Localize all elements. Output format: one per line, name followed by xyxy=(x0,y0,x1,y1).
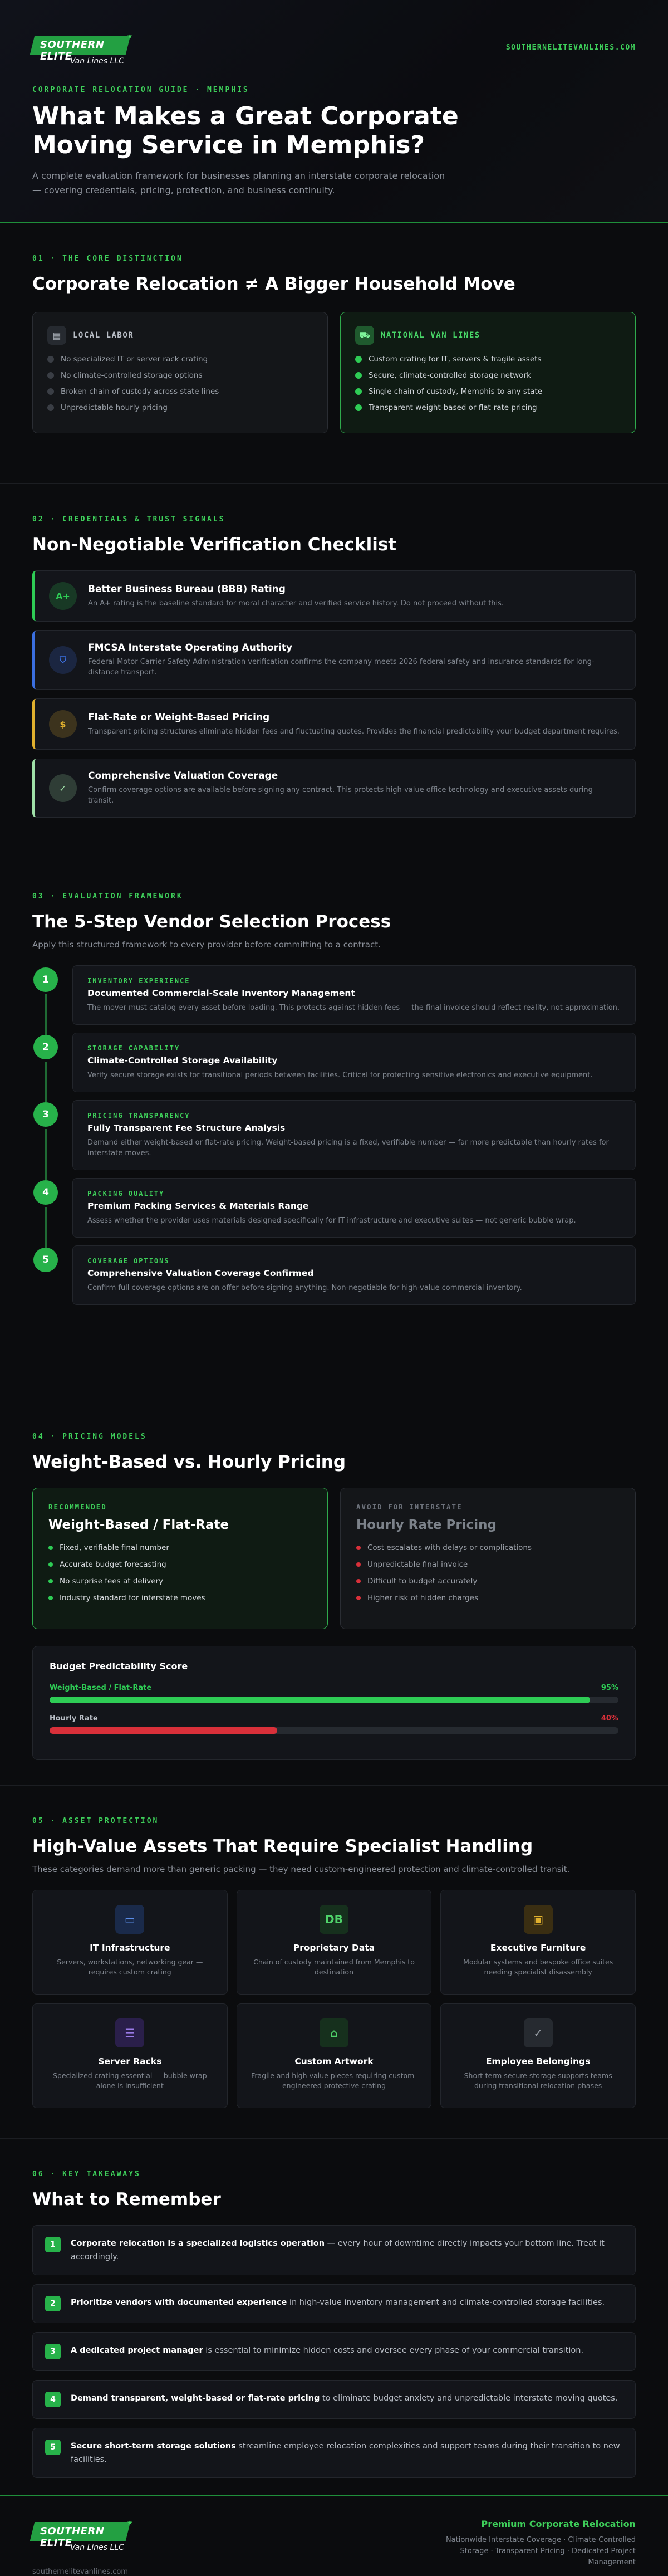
takeaway-rest: streamline employee relocation complexities and support teams during their transition to new facilities. xyxy=(71,2442,620,2464)
national-van-lines-card xyxy=(340,312,636,433)
asset-card xyxy=(440,1890,636,1995)
takeaway-number: 5 xyxy=(45,2440,61,2455)
score-bar-track xyxy=(50,1727,618,1734)
dot-icon xyxy=(355,372,362,379)
dot-icon xyxy=(355,356,362,363)
list-item-text: Transparent weight-based or flat-rate pricing xyxy=(369,403,537,412)
list-item-text: Cost escalates with delays or complications xyxy=(367,1543,532,1552)
takeaway-bold: Prioritize vendors with documented experience xyxy=(71,2298,287,2307)
takeaway-rest: in high-value inventory management and climate-controlled storage facilities. xyxy=(287,2298,605,2307)
step-item xyxy=(32,965,636,1025)
list-item xyxy=(47,387,313,396)
score-bar-row xyxy=(50,1684,618,1703)
asset-grid xyxy=(32,1890,636,2108)
section-title: What to Remember xyxy=(32,2189,221,2210)
list-item xyxy=(47,371,313,380)
dot-icon xyxy=(355,388,362,395)
score-bar-fill xyxy=(50,1697,590,1703)
asset-desc: Short-term secure storage supports teams during transitional relocation phases xyxy=(464,2071,612,2090)
list-item-text: Industry standard for interstate moves xyxy=(60,1593,205,1602)
list-item xyxy=(47,403,313,412)
step-card xyxy=(72,1100,636,1170)
list-item-text: No specialized IT or server rack crating xyxy=(61,355,208,364)
section-eyebrow: 03 · EVALUATION FRAMEWORK xyxy=(32,892,183,901)
list-item-text: No surprise fees at delivery xyxy=(60,1577,164,1586)
card-title: Hourly Rate Pricing xyxy=(356,1518,497,1532)
section-eyebrow: 05 · ASSET PROTECTION xyxy=(32,1817,159,1825)
building-icon: ▤ xyxy=(47,326,66,345)
asset-desc: Modular systems and bespoke office suites needing specialist disassembly xyxy=(463,1958,613,1976)
bullet-icon xyxy=(356,1579,361,1583)
score-bar-label-row xyxy=(50,1714,618,1723)
step-desc: Verify secure storage exists for transitional periods between facilities. Critical for protecting sensitive electronics and executive equipment. xyxy=(87,1071,593,1079)
card-eyebrow: AVOID FOR INTERSTATE xyxy=(356,1503,463,1511)
bullet-icon xyxy=(356,1562,361,1567)
step-eyebrow: COVERAGE OPTIONS xyxy=(87,1257,170,1265)
takeaway-item xyxy=(32,2428,636,2478)
list-item-text: Custom crating for IT, servers & fragile assets xyxy=(369,355,542,364)
asset-card xyxy=(440,2003,636,2108)
star-icon: ★ xyxy=(127,2519,133,2526)
checklist-desc: Transparent pricing structures eliminate hidden fees and fluctuating quotes. Provides the financial predictability your budget department requires. xyxy=(88,727,620,736)
list-item xyxy=(48,1577,312,1586)
section-eyebrow: 01 · THE CORE DISTINCTION xyxy=(32,255,183,263)
list-item-text: Unpredictable final invoice xyxy=(367,1560,468,1569)
checklist-item xyxy=(32,759,636,818)
section-title: Corporate Relocation ≠ A Bigger Household Move xyxy=(32,274,515,294)
section-subtitle: Apply this structured framework to every provider before committing to a contract. xyxy=(32,940,381,950)
asset-card xyxy=(237,2003,432,2108)
asset-title: Employee Belongings xyxy=(485,2056,591,2066)
score-bars xyxy=(50,1684,618,1734)
step-card xyxy=(72,1178,636,1238)
star-icon: ★ xyxy=(127,32,133,40)
score-bar-value: 40% xyxy=(601,1714,618,1723)
bullet-icon xyxy=(48,1546,53,1550)
checklist-desc: An A+ rating is the baseline standard for moral character and verified service history. Do not proceed without this. xyxy=(88,599,504,608)
list-item-text: Single chain of custody, Memphis to any state xyxy=(369,387,543,396)
list-item xyxy=(355,355,621,364)
takeaway-text xyxy=(71,2296,605,2309)
section-credentials xyxy=(0,483,668,861)
dot-icon xyxy=(47,388,54,395)
step-title: Fully Transparent Fee Structure Analysis xyxy=(87,1123,286,1133)
asset-title: Proprietary Data xyxy=(293,1943,375,1953)
step-desc: The mover must catalog every asset before loading. This protects against hidden fees — the final invoice should reflect reality, not approximation. xyxy=(87,1004,620,1012)
takeaway-item xyxy=(32,2225,636,2275)
home-icon: ⌂ xyxy=(320,2018,348,2047)
database-icon: DB xyxy=(320,1905,348,1934)
score-bar-fill xyxy=(50,1727,277,1734)
step-eyebrow: STORAGE CAPABILITY xyxy=(87,1044,180,1052)
card-title: NATIONAL VAN LINES xyxy=(381,331,480,340)
list-item xyxy=(355,371,621,380)
takeaway-number: 3 xyxy=(45,2344,61,2359)
checklist-item xyxy=(32,570,636,622)
asset-card xyxy=(32,1890,228,1995)
takeaway-text xyxy=(71,2237,623,2264)
hero-subtitle: A complete evaluation framework for businesses planning an interstate corporate relocation — covering credentials, pricing, protection, and business continuity. xyxy=(32,170,445,195)
checklist-text xyxy=(88,584,504,609)
shield-icon: ⛉ xyxy=(49,646,77,674)
takeaway-item xyxy=(32,2284,636,2323)
list-item xyxy=(48,1543,312,1552)
vendor-steps xyxy=(32,965,636,1305)
card-title: Weight-Based / Flat-Rate xyxy=(48,1518,229,1532)
step-desc: Confirm full coverage options are on offer before signing anything. Non-negotiable for high-value commercial inventory. xyxy=(87,1284,522,1292)
card-eyebrow: RECOMMENDED xyxy=(48,1503,107,1511)
score-bar-label: Weight-Based / Flat-Rate xyxy=(50,1684,152,1692)
checklist-title: FMCSA Interstate Operating Authority xyxy=(88,642,293,653)
score-bar-label-row xyxy=(50,1684,618,1692)
logo-sub: Van Lines LLC xyxy=(70,57,124,66)
asset-title: IT Infrastructure xyxy=(90,1943,170,1953)
step-item xyxy=(32,1100,636,1170)
section-eyebrow: 02 · CREDENTIALS & TRUST SIGNALS xyxy=(32,515,225,524)
hourly-rate-card xyxy=(340,1488,636,1629)
step-connector xyxy=(45,1207,47,1248)
dot-icon xyxy=(47,404,54,411)
step-number: 5 xyxy=(33,1248,58,1272)
takeaway-text xyxy=(71,2344,583,2357)
bullet-icon xyxy=(356,1546,361,1550)
section-title: The 5-Step Vendor Selection Process xyxy=(32,912,391,932)
list-item xyxy=(47,355,313,364)
step-connector xyxy=(45,1129,47,1180)
step-number-column xyxy=(32,1178,59,1238)
takeaway-number: 4 xyxy=(45,2392,61,2407)
hero-eyebrow: CORPORATE RELOCATION GUIDE · MEMPHIS xyxy=(32,86,249,94)
step-title: Comprehensive Valuation Coverage Confirmed xyxy=(87,1268,314,1278)
check-circle-icon: ✓ xyxy=(49,774,77,802)
step-number-column xyxy=(32,1100,59,1170)
footer-logo[interactable] xyxy=(32,2519,138,2558)
takeaway-rest: is essential to minimize hidden costs and oversee every phase of your commercial transition. xyxy=(203,2346,584,2355)
takeaway-bold: Corporate relocation is a specialized logistics operation xyxy=(71,2239,325,2248)
takeaway-item xyxy=(32,2332,636,2371)
dollar-icon: $ xyxy=(49,710,77,738)
weight-based-card xyxy=(32,1488,328,1629)
step-eyebrow: PACKING QUALITY xyxy=(87,1190,165,1197)
step-item xyxy=(32,1033,636,1092)
list-item-text: No climate-controlled storage options xyxy=(61,371,203,380)
list-item-text: Difficult to budget accurately xyxy=(367,1577,478,1586)
checklist-desc: Federal Motor Carrier Safety Administration verification confirms the company meets 2026 federal safety and insurance standards for long-distance transport. xyxy=(88,658,595,677)
step-card xyxy=(72,965,636,1025)
logo-name: SOUTHERN ELITE xyxy=(40,2525,105,2549)
logo-name: SOUTHERN ELITE xyxy=(40,39,105,62)
score-bar-label: Hourly Rate xyxy=(50,1714,98,1723)
list-item xyxy=(356,1543,620,1552)
takeaway-bold: Secure short-term storage solutions xyxy=(71,2442,236,2451)
list-item xyxy=(356,1560,620,1569)
verification-checklist xyxy=(32,570,636,818)
checklist-title: Comprehensive Valuation Coverage xyxy=(88,770,278,781)
takeaway-number: 1 xyxy=(45,2237,61,2252)
section-title: Weight-Based vs. Hourly Pricing xyxy=(32,1452,346,1472)
list-item xyxy=(356,1577,620,1586)
takeaway-number: 2 xyxy=(45,2296,61,2311)
takeaway-item xyxy=(32,2380,636,2419)
step-eyebrow: INVENTORY EXPERIENCE xyxy=(87,977,190,985)
site-link[interactable]: SOUTHERNELITEVANLINES.COM xyxy=(505,43,636,52)
page-title: What Makes a Great Corporate Moving Service in Memphis? xyxy=(32,102,459,159)
monitor-icon: ▭ xyxy=(115,1905,144,1934)
list-item-text: Secure, climate-controlled storage network xyxy=(369,371,531,380)
takeaway-rest: to eliminate budget anxiety and unpredictable interstate moving quotes. xyxy=(320,2394,618,2403)
checklist-item xyxy=(32,698,636,750)
checklist-desc: Confirm coverage options are available before signing any contract. This protects high-value office technology and executive assets during transit. xyxy=(88,786,593,805)
step-number: 1 xyxy=(33,967,58,992)
server-rack-icon: ☰ xyxy=(115,2018,144,2047)
asset-title: Server Racks xyxy=(98,2056,162,2066)
step-title: Climate-Controlled Storage Availability xyxy=(87,1055,278,1065)
score-bar-value: 95% xyxy=(601,1684,618,1692)
section-evaluation xyxy=(0,861,668,1401)
checklist-text xyxy=(88,642,621,678)
list-item-text: Accurate budget forecasting xyxy=(60,1560,166,1569)
score-title: Budget Predictability Score xyxy=(50,1661,188,1671)
list-item xyxy=(48,1593,312,1602)
takeaway-list xyxy=(32,2225,636,2478)
local-labor-card xyxy=(32,312,328,433)
footer-desc: Nationwide Interstate Coverage · Climate-Controlled Storage · Transparent Pricing · Dedicated Project Management xyxy=(445,2536,636,2567)
list-item xyxy=(355,403,621,412)
checklist-title: Better Business Bureau (BBB) Rating xyxy=(88,583,286,595)
step-eyebrow: PRICING TRANSPARENCY xyxy=(87,1112,190,1120)
list-item-text: Fixed, verifiable final number xyxy=(60,1543,169,1552)
score-bar-track xyxy=(50,1697,618,1703)
checklist-text xyxy=(88,712,620,737)
takeaway-rest: — every hour of downtime directly impacts your bottom line. Treat it accordingly. xyxy=(71,2239,605,2261)
list-item xyxy=(355,387,621,396)
step-number: 4 xyxy=(33,1180,58,1205)
footer-site-link[interactable]: southernelitevanlines.com xyxy=(32,2568,129,2576)
asset-desc: Chain of custody maintained from Memphis to destination xyxy=(253,1958,415,1976)
briefcase-icon: ▣ xyxy=(524,1905,553,1934)
step-connector xyxy=(45,994,47,1035)
dot-icon xyxy=(47,356,54,363)
takeaway-text xyxy=(71,2392,617,2405)
bullet-icon xyxy=(356,1596,361,1600)
step-title: Premium Packing Services & Materials Range xyxy=(87,1201,309,1211)
step-number: 3 xyxy=(33,1102,58,1127)
rating-badge-icon: A+ xyxy=(49,582,77,610)
step-number: 2 xyxy=(33,1035,58,1059)
step-desc: Demand either weight-based or flat-rate pricing. Weight-based pricing is a fixed, verifiable number — far more predictable than hourly rates for interstate moves. xyxy=(87,1138,609,1157)
bullet-icon xyxy=(48,1562,53,1567)
section-core-distinction xyxy=(0,223,668,483)
list-item xyxy=(356,1593,620,1602)
section-title: High-Value Assets That Require Specialist Handling xyxy=(32,1836,533,1856)
truck-icon: ⛟ xyxy=(355,326,374,345)
takeaway-bold: Demand transparent, weight-based or flat-rate pricing xyxy=(71,2394,320,2403)
takeaway-bold: A dedicated project manager xyxy=(71,2346,203,2355)
card-title: LOCAL LABOR xyxy=(73,331,134,340)
list-item-text: Unpredictable hourly pricing xyxy=(61,403,168,412)
asset-desc: Specialized crating essential — bubble wrap alone is insufficient xyxy=(53,2071,207,2090)
section-takeaways xyxy=(0,2138,668,2495)
footer-title: Premium Corporate Relocation xyxy=(481,2519,636,2529)
list-item xyxy=(48,1560,312,1569)
dot-icon xyxy=(355,404,362,411)
checklist-title: Flat-Rate or Weight-Based Pricing xyxy=(88,711,270,723)
step-number-column xyxy=(32,1245,59,1305)
asset-desc: Servers, workstations, networking gear — requires custom crating xyxy=(57,1958,203,1976)
logo-sub: Van Lines LLC xyxy=(70,2543,124,2552)
page-footer xyxy=(0,2495,668,2576)
section-asset-protection xyxy=(0,1785,668,2138)
step-item xyxy=(32,1245,636,1305)
step-number-column xyxy=(32,965,59,1025)
asset-desc: Fragile and high-value pieces requiring custom-engineered protective crating xyxy=(251,2071,417,2090)
section-subtitle: These categories demand more than generic packing — they need custom-engineered protection and climate-controlled transit. xyxy=(32,1864,570,1874)
section-pricing xyxy=(0,1401,668,1785)
brand-logo[interactable] xyxy=(32,32,138,71)
checklist-text xyxy=(88,770,621,806)
bullet-icon xyxy=(48,1596,53,1600)
step-item xyxy=(32,1178,636,1238)
hero-header xyxy=(0,0,668,223)
step-card xyxy=(72,1245,636,1305)
asset-title: Custom Artwork xyxy=(294,2056,374,2066)
asset-card xyxy=(32,2003,228,2108)
list-item-text: Higher risk of hidden charges xyxy=(367,1593,478,1602)
step-title: Documented Commercial-Scale Inventory Management xyxy=(87,988,355,998)
bullet-icon xyxy=(48,1579,53,1583)
dot-icon xyxy=(47,372,54,379)
list-item-text: Broken chain of custody across state lines xyxy=(61,387,219,396)
section-eyebrow: 04 · PRICING MODELS xyxy=(32,1433,147,1441)
step-card xyxy=(72,1033,636,1092)
check-circle-icon: ✓ xyxy=(524,2018,553,2047)
step-number-column xyxy=(32,1033,59,1092)
step-connector xyxy=(45,1062,47,1102)
step-desc: Assess whether the provider uses materials designed specifically for IT infrastructure and executive suites — not generic bubble wrap. xyxy=(87,1216,576,1225)
takeaway-text xyxy=(71,2440,623,2466)
score-bar-row xyxy=(50,1714,618,1734)
checklist-item xyxy=(32,630,636,690)
asset-title: Executive Furniture xyxy=(490,1943,586,1953)
section-eyebrow: 06 · KEY TAKEAWAYS xyxy=(32,2170,141,2178)
section-title: Non-Negotiable Verification Checklist xyxy=(32,535,397,555)
budget-score-panel xyxy=(32,1646,636,1760)
asset-card xyxy=(237,1890,432,1995)
